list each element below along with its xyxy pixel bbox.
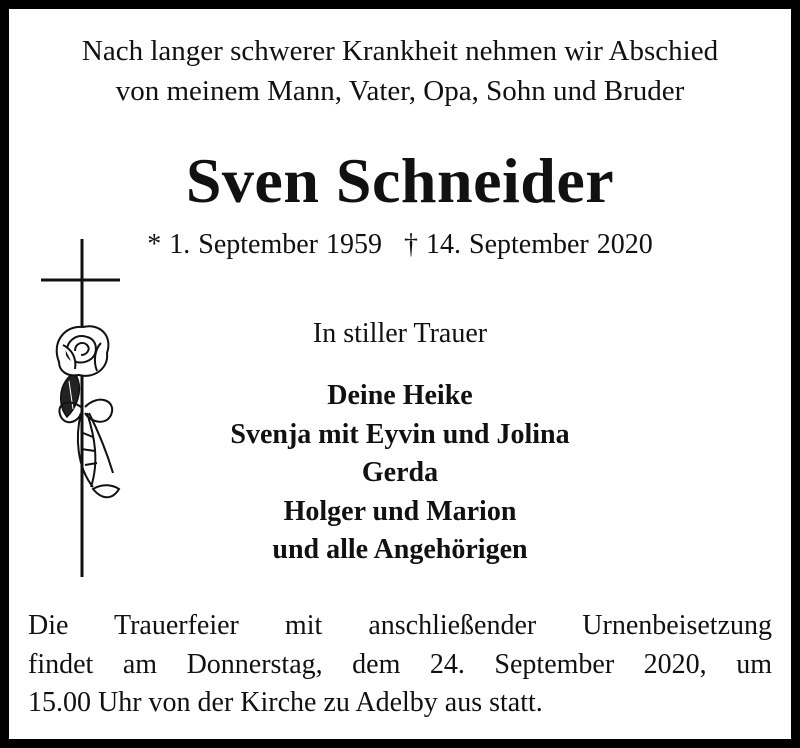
death-date: † 14. September 2020 bbox=[404, 229, 653, 260]
obituary-card bbox=[9, 9, 791, 739]
mourner-line: Deine Heike bbox=[327, 380, 473, 411]
mourner-line: Gerda bbox=[361, 457, 439, 488]
mourner-line: Holger und Marion bbox=[283, 495, 517, 527]
mourner-line: und alle Angehörigen bbox=[272, 534, 528, 565]
funeral-line-3: 15.00 Uhr von der Kirche zu Adelby aus statt. bbox=[28, 687, 543, 718]
mourners-list bbox=[9, 377, 791, 570]
deceased-name: Sven Schneider bbox=[185, 145, 615, 216]
funeral-line-1: Die Trauerfeier mit anschließender Urnenbeisetzung bbox=[28, 610, 772, 641]
intro-line-2: von meinem Mann, Vater, Opa, Sohn und Bruder bbox=[115, 75, 685, 107]
mourner-line: Svenja mit Eyvin und Jolina bbox=[230, 418, 570, 450]
funeral-line-2: findet am Donnerstag, dem 24. September 2020, um bbox=[28, 648, 772, 680]
birth-date: * 1. September 1959 bbox=[147, 229, 382, 260]
funeral-notice bbox=[28, 607, 772, 723]
trauer-heading: In stiller Trauer bbox=[312, 318, 488, 349]
intro-text bbox=[9, 31, 791, 111]
intro-line-1: Nach langer schwerer Krankheit nehmen wir Abschied bbox=[81, 35, 719, 67]
